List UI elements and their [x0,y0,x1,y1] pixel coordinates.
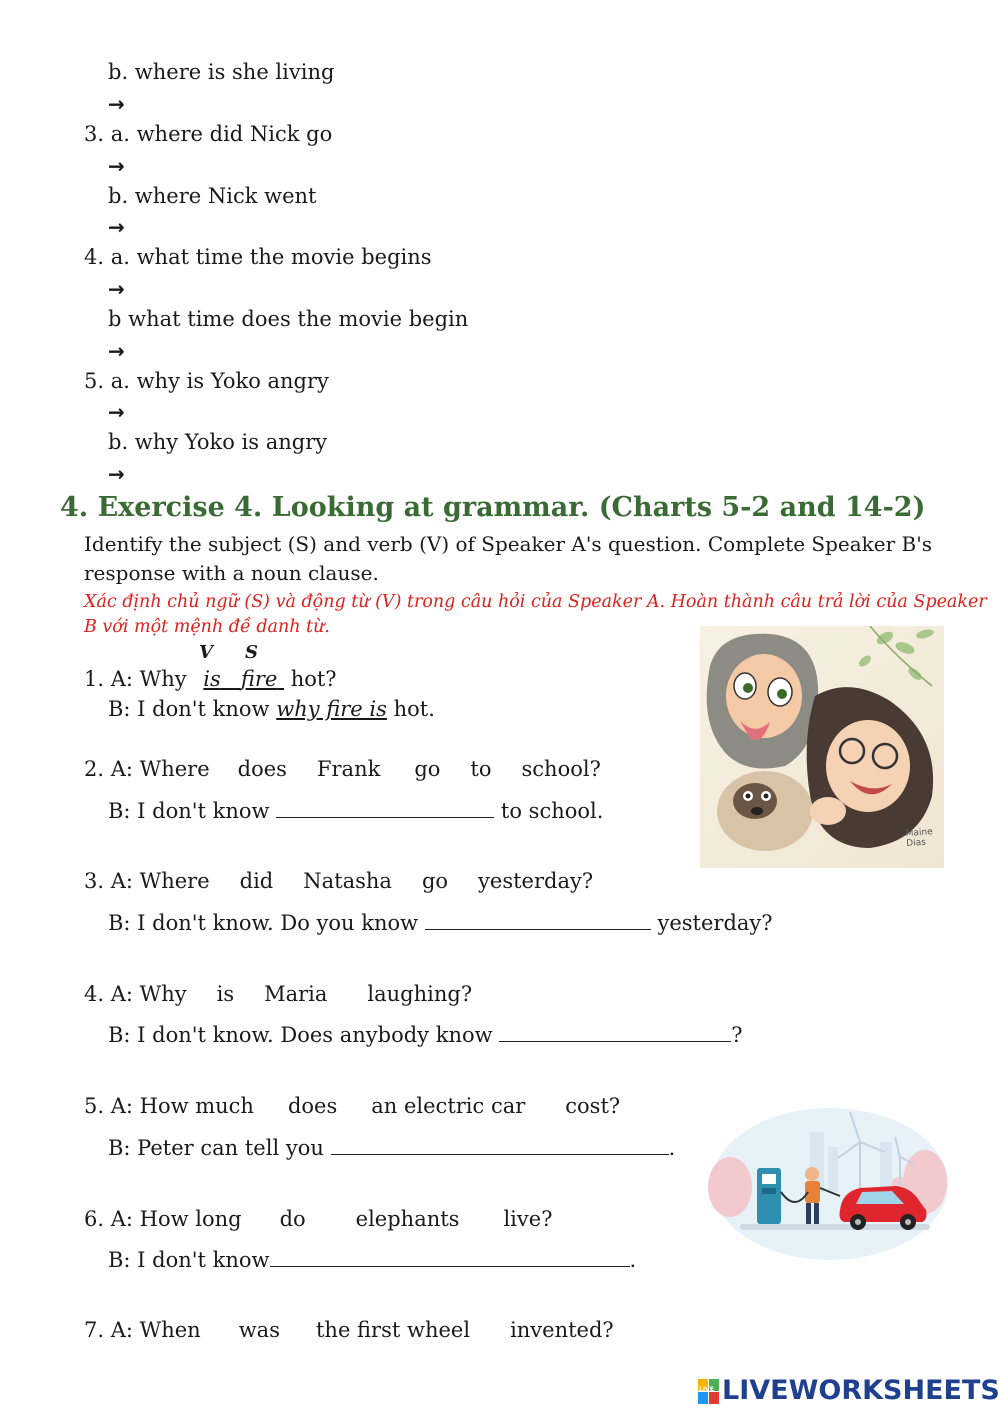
question-2-b: B: I don't know to school. [108,799,604,823]
question-5-b: B: Peter can tell you . [108,1136,676,1160]
q1-verb: is fire [203,667,278,691]
question-3-a: 3. A: Where did Natasha go yesterday? [84,869,594,893]
question-6-b: B: I don't know . [108,1248,637,1272]
liveworksheets-logo-text: LIVEWORKSHEETS [722,1375,1000,1406]
subject-marker: S [245,642,258,663]
liveworksheets-logo-icon [698,1379,720,1405]
answer-blank-4[interactable] [499,1023,731,1042]
arrow-icon: → [108,400,125,424]
q1-answer: why fire is [276,697,387,721]
answer-blank-5[interactable] [331,1136,669,1155]
q1-prefix: 1. A: Why [84,667,187,691]
friends-illustration [700,626,944,868]
vietnamese-instruction-line-1: Xác định chủ ngữ (S) và động từ (V) trong câu hỏi của Speaker A. Hoàn thành câu trả lời của Speaker [84,592,987,612]
item-3b: b. where Nick went [108,184,317,208]
question-1-a [84,667,337,691]
question-2-a: 2. A: Where does Frank go to school? [84,757,601,781]
instruction-line-1: Identify the subject (S) and verb (V) of Speaker A's question. Complete Speaker B's [84,532,933,556]
instruction-line-2: response with a noun clause. [84,561,379,585]
answer-blank-3[interactable] [425,911,651,930]
question-1-b: B: I don't know why fire is hot. [108,697,435,721]
item-2b: b. where is she living [108,60,335,84]
item-4b: b what time does the movie begin [108,307,469,331]
question-5-a: 5. A: How much does an electric car cost? [84,1094,621,1118]
question-7-a: 7. A: When was the first wheel invented? [84,1318,614,1342]
q1-suffix: hot? [290,667,337,691]
arrow-icon: → [108,339,125,363]
answer-blank-6[interactable] [270,1248,630,1267]
item-5b: b. why Yoko is angry [108,430,328,454]
illustration-signature: Maine Dias [905,827,934,850]
question-4-b: B: I don't know. Does anybody know ? [108,1023,743,1047]
item-5a: 5. a. why is Yoko angry [84,369,329,393]
arrow-icon: → [108,92,125,116]
logo-badge-text: LIVE [699,1386,714,1393]
question-3-b: B: I don't know. Do you know yesterday? [108,911,773,935]
vietnamese-instruction-line-2: B với một mệnh đề danh từ. [84,617,330,637]
arrow-icon: → [108,154,125,178]
question-6-a: 6. A: How long do elephants live? [84,1207,553,1231]
verb-marker: V [199,642,213,663]
exercise-title: 4. Exercise 4. Looking at grammar. (Charts 5-2 and 14-2) [60,492,926,523]
arrow-icon: → [108,215,125,239]
item-4a: 4. a. what time the movie begins [84,245,432,269]
arrow-icon: → [108,277,125,301]
arrow-icon: → [108,462,125,486]
electric-car-illustration [700,1092,962,1264]
answer-blank-2[interactable] [276,799,494,818]
item-3a: 3. a. where did Nick go [84,122,333,146]
question-4-a: 4. A: Why is Maria laughing? [84,982,473,1006]
